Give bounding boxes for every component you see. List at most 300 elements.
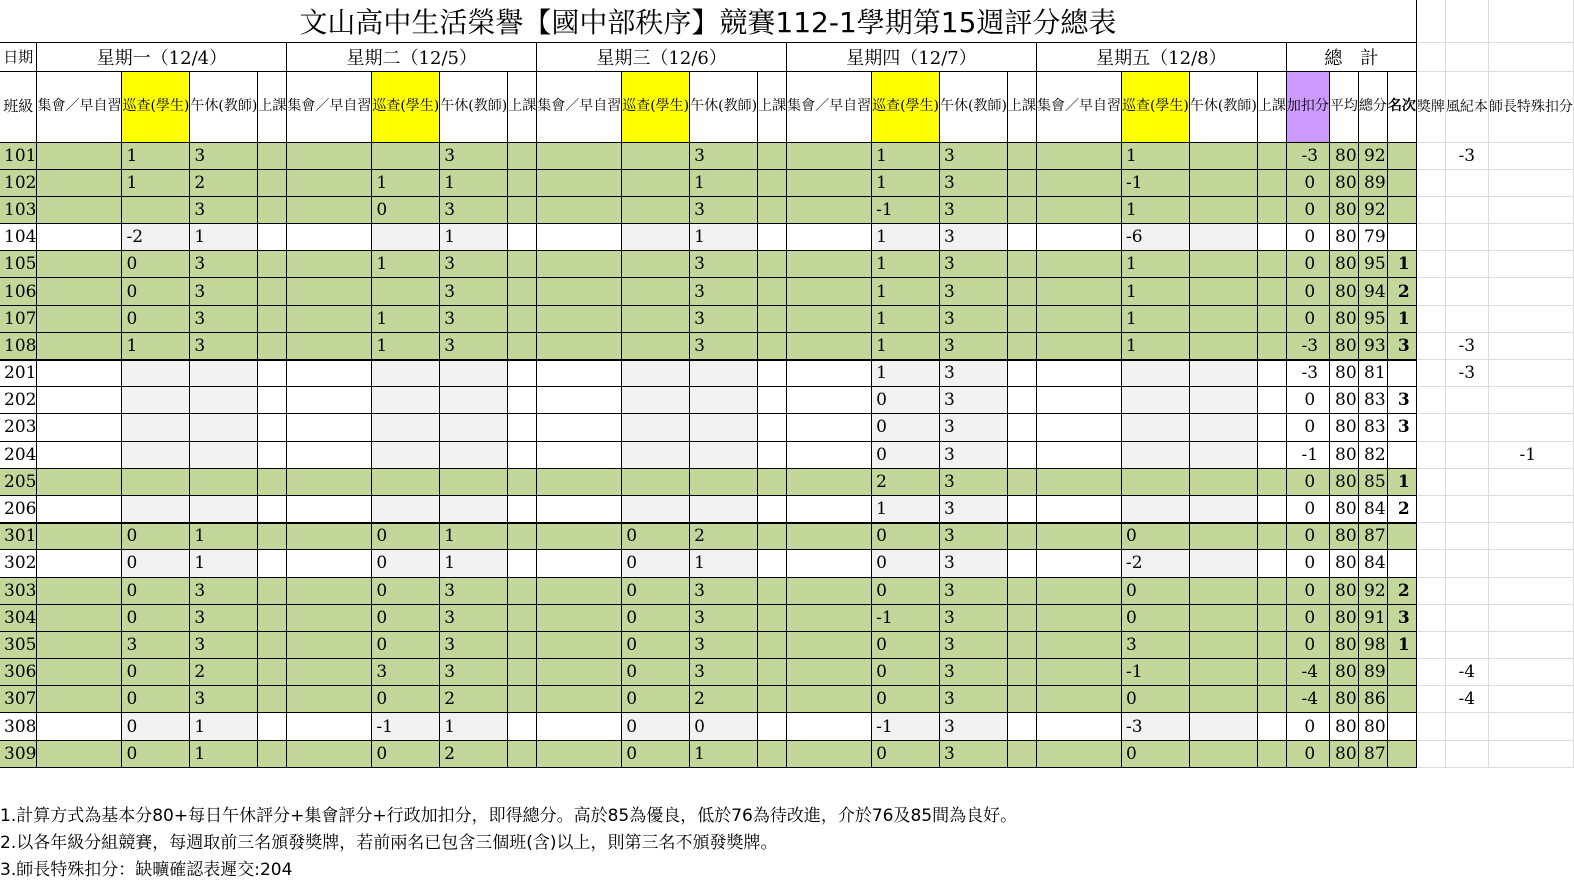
score-cell	[122, 387, 190, 414]
score-cell: 0	[1121, 604, 1189, 631]
score-cell	[508, 713, 537, 740]
score-cell	[258, 495, 287, 522]
score-cell	[758, 631, 787, 658]
score-cell: 1	[372, 305, 440, 332]
medal-cell	[1416, 360, 1445, 387]
score-cell	[508, 387, 537, 414]
day-header-fri: 星期五（12/8）	[1036, 42, 1286, 71]
score-cell: 1	[690, 224, 758, 251]
teacher-deduct-cell	[1488, 224, 1573, 251]
score-cell: 0	[622, 604, 690, 631]
score-cell	[1257, 468, 1286, 495]
score-cell: 0	[122, 305, 190, 332]
score-cell: 3	[190, 142, 258, 169]
discipline-cell	[1445, 441, 1488, 468]
score-cell	[1036, 740, 1121, 767]
date-row	[0, 42, 1573, 71]
score-cell	[1007, 414, 1036, 441]
score-cell: 0	[622, 523, 690, 550]
score-cell	[758, 142, 787, 169]
score-cell	[440, 468, 508, 495]
medal-cell	[1416, 740, 1445, 767]
total-cell: 83	[1358, 414, 1387, 441]
category-thu-4: 上課	[1007, 71, 1036, 142]
score-cell	[787, 278, 872, 305]
class-cell: 206	[0, 495, 37, 522]
score-cell: 3	[940, 631, 1008, 658]
class-label: 班級	[0, 71, 37, 142]
score-cell	[508, 251, 537, 278]
class-cell: 306	[0, 659, 37, 686]
table-row	[0, 387, 1573, 414]
score-cell	[1007, 631, 1036, 658]
score-cell: 3	[190, 305, 258, 332]
class-cell: 302	[0, 550, 37, 577]
adjust-cell: 0	[1286, 577, 1329, 604]
score-cell	[1121, 495, 1189, 522]
score-cell	[287, 387, 372, 414]
score-cell	[508, 196, 537, 223]
score-cell	[190, 414, 258, 441]
discipline-cell	[1445, 305, 1488, 332]
score-cell: 3	[940, 441, 1008, 468]
score-cell	[372, 224, 440, 251]
table-row	[0, 169, 1573, 196]
score-cell: 3	[440, 251, 508, 278]
adjust-cell: -4	[1286, 686, 1329, 713]
discipline-cell	[1445, 631, 1488, 658]
score-cell	[37, 740, 122, 767]
score-cell: 3	[190, 604, 258, 631]
score-cell: 1	[872, 305, 940, 332]
score-cell	[537, 360, 622, 387]
category-tue-4: 上課	[508, 71, 537, 142]
score-cell: 0	[372, 686, 440, 713]
score-cell	[622, 142, 690, 169]
score-cell: -1	[872, 713, 940, 740]
score-cell: 0	[1121, 686, 1189, 713]
score-cell	[37, 631, 122, 658]
score-cell: 0	[122, 686, 190, 713]
score-cell	[787, 332, 872, 359]
score-cell	[1036, 686, 1121, 713]
score-cell	[508, 278, 537, 305]
score-cell	[1257, 659, 1286, 686]
category-mon-3: 午休(教師)	[190, 71, 258, 142]
score-cell: 0	[122, 713, 190, 740]
score-cell: 0	[1121, 577, 1189, 604]
score-cell: 1	[440, 550, 508, 577]
score-cell	[372, 278, 440, 305]
score-cell	[1189, 332, 1257, 359]
score-cell: 1	[372, 169, 440, 196]
category-tue-1: 集會／早自習	[287, 71, 372, 142]
score-cell	[622, 169, 690, 196]
score-cell	[37, 360, 122, 387]
score-cell	[690, 387, 758, 414]
score-cell	[1257, 251, 1286, 278]
score-cell: 1	[190, 740, 258, 767]
teacher-deduct-cell	[1488, 387, 1573, 414]
average-cell: 80	[1329, 523, 1358, 550]
average-cell: 80	[1329, 686, 1358, 713]
score-cell	[1257, 631, 1286, 658]
score-cell	[537, 740, 622, 767]
teacher-deduct-cell	[1488, 169, 1573, 196]
score-cell: 0	[1121, 740, 1189, 767]
score-cell: 0	[372, 631, 440, 658]
score-cell	[1036, 224, 1121, 251]
score-cell	[1036, 659, 1121, 686]
score-cell: 3	[940, 414, 1008, 441]
average-cell: 80	[1329, 659, 1358, 686]
adjust-cell: 0	[1286, 495, 1329, 522]
discipline-cell	[1445, 740, 1488, 767]
discipline-cell: -3	[1445, 332, 1488, 359]
score-cell: 3	[940, 305, 1008, 332]
category-wed-3: 午休(教師)	[690, 71, 758, 142]
score-cell: 1	[872, 332, 940, 359]
score-cell	[287, 169, 372, 196]
teacher-deduct-cell	[1488, 577, 1573, 604]
score-cell	[1036, 604, 1121, 631]
score-cell: 3	[940, 495, 1008, 522]
table-row	[0, 278, 1573, 305]
score-cell	[1007, 604, 1036, 631]
rank-cell	[1387, 550, 1416, 577]
medal-cell	[1416, 332, 1445, 359]
score-cell	[622, 224, 690, 251]
discipline-cell	[1445, 251, 1488, 278]
score-cell	[787, 169, 872, 196]
category-mon-4: 上課	[258, 71, 287, 142]
adjust-cell: -3	[1286, 360, 1329, 387]
score-cell	[1189, 360, 1257, 387]
score-cell: 0	[122, 251, 190, 278]
medal-cell	[1416, 577, 1445, 604]
score-cell	[1036, 305, 1121, 332]
score-cell: 1	[122, 169, 190, 196]
score-cell: 3	[940, 196, 1008, 223]
score-cell: 1	[372, 251, 440, 278]
medal-cell	[1416, 441, 1445, 468]
discipline-cell	[1445, 387, 1488, 414]
average-cell: 80	[1329, 360, 1358, 387]
score-cell	[787, 414, 872, 441]
score-cell	[622, 495, 690, 522]
score-cell	[372, 414, 440, 441]
score-cell: 3	[372, 659, 440, 686]
average-cell: 80	[1329, 387, 1358, 414]
score-cell	[1257, 523, 1286, 550]
total-cell: 84	[1358, 495, 1387, 522]
score-cell: 1	[1121, 142, 1189, 169]
medal-cell	[1416, 414, 1445, 441]
score-cell	[37, 577, 122, 604]
rank-cell: 3	[1387, 414, 1416, 441]
medal-cell	[1416, 604, 1445, 631]
score-cell	[372, 441, 440, 468]
score-cell: 0	[372, 604, 440, 631]
score-cell: 3	[190, 278, 258, 305]
score-cell: 2	[440, 686, 508, 713]
score-cell: 3	[690, 577, 758, 604]
score-cell	[1007, 659, 1036, 686]
average-cell: 80	[1329, 550, 1358, 577]
score-cell	[537, 387, 622, 414]
score-cell: 3	[190, 577, 258, 604]
score-cell	[1007, 495, 1036, 522]
class-cell: 304	[0, 604, 37, 631]
note-3: 3.師長特殊扣分：缺曠確認表遲交:204	[0, 860, 293, 880]
score-cell	[440, 495, 508, 522]
day-header-wed: 星期三（12/6）	[537, 42, 787, 71]
score-cell	[37, 414, 122, 441]
score-cell	[258, 713, 287, 740]
summary-header-1: 加扣分	[1286, 71, 1329, 142]
score-cell: 3	[940, 224, 1008, 251]
total-cell: 95	[1358, 305, 1387, 332]
table-row	[0, 631, 1573, 658]
adjust-cell: 0	[1286, 604, 1329, 631]
score-cell: 0	[872, 414, 940, 441]
score-cell: 0	[622, 740, 690, 767]
teacher-deduct-cell	[1488, 251, 1573, 278]
score-cell	[787, 495, 872, 522]
category-wed-2: 巡查(學生)	[622, 71, 690, 142]
score-cell	[372, 360, 440, 387]
medal-cell	[1416, 659, 1445, 686]
score-cell	[537, 468, 622, 495]
score-cell: 1	[372, 332, 440, 359]
score-cell	[258, 577, 287, 604]
score-cell	[508, 631, 537, 658]
score-cell: 1	[690, 740, 758, 767]
score-cell	[1189, 224, 1257, 251]
score-cell	[258, 278, 287, 305]
teacher-deduct-cell	[1488, 278, 1573, 305]
score-cell	[1007, 441, 1036, 468]
teacher-deduct-cell	[1488, 196, 1573, 223]
score-cell	[787, 224, 872, 251]
score-cell	[1007, 713, 1036, 740]
score-cell	[537, 550, 622, 577]
rank-cell: 3	[1387, 387, 1416, 414]
day-header-thu: 星期四（12/7）	[787, 42, 1037, 71]
score-cell	[1257, 441, 1286, 468]
score-cell	[758, 360, 787, 387]
score-cell	[690, 468, 758, 495]
score-cell: 0	[872, 550, 940, 577]
average-cell: 80	[1329, 251, 1358, 278]
score-cell	[37, 604, 122, 631]
category-fri-4: 上課	[1257, 71, 1286, 142]
score-cell	[1189, 659, 1257, 686]
rank-cell	[1387, 713, 1416, 740]
score-cell	[258, 387, 287, 414]
score-cell	[287, 550, 372, 577]
adjust-cell: 0	[1286, 196, 1329, 223]
score-cell	[537, 713, 622, 740]
score-cell	[758, 659, 787, 686]
score-cell	[287, 224, 372, 251]
score-cell: 3	[122, 631, 190, 658]
score-cell	[258, 224, 287, 251]
table-row	[0, 251, 1573, 278]
score-cell: 3	[440, 631, 508, 658]
score-cell	[758, 196, 787, 223]
table-row	[0, 523, 1573, 550]
score-cell	[622, 360, 690, 387]
medal-cell	[1416, 224, 1445, 251]
score-cell: 1	[1121, 196, 1189, 223]
score-cell	[1007, 577, 1036, 604]
discipline-cell	[1445, 468, 1488, 495]
score-cell: 3	[690, 305, 758, 332]
score-cell	[787, 468, 872, 495]
score-cell	[508, 441, 537, 468]
class-cell: 205	[0, 468, 37, 495]
score-cell	[537, 278, 622, 305]
score-cell	[1257, 387, 1286, 414]
adjust-cell: 0	[1286, 550, 1329, 577]
score-cell	[508, 360, 537, 387]
score-cell	[287, 196, 372, 223]
teacher-deduct-cell	[1488, 305, 1573, 332]
score-cell: 3	[440, 142, 508, 169]
rank-cell	[1387, 224, 1416, 251]
score-cell	[287, 495, 372, 522]
score-cell: 2	[190, 169, 258, 196]
score-cell	[537, 523, 622, 550]
score-cell: 3	[440, 196, 508, 223]
score-cell	[440, 360, 508, 387]
score-cell	[287, 360, 372, 387]
score-cell: 2	[690, 523, 758, 550]
class-cell: 305	[0, 631, 37, 658]
score-cell: 3	[940, 332, 1008, 359]
average-cell: 80	[1329, 278, 1358, 305]
medal-cell	[1416, 196, 1445, 223]
score-cell	[287, 577, 372, 604]
average-cell: 80	[1329, 305, 1358, 332]
score-cell	[1257, 495, 1286, 522]
score-cell	[37, 468, 122, 495]
score-cell	[508, 332, 537, 359]
class-cell: 104	[0, 224, 37, 251]
score-cell	[622, 251, 690, 278]
score-cell	[258, 360, 287, 387]
score-cell	[758, 577, 787, 604]
score-cell	[190, 441, 258, 468]
score-cell	[1036, 251, 1121, 278]
score-cell	[758, 550, 787, 577]
rank-cell	[1387, 196, 1416, 223]
score-cell	[1007, 523, 1036, 550]
score-cell	[1007, 360, 1036, 387]
table-row	[0, 305, 1573, 332]
medal-cell	[1416, 468, 1445, 495]
score-cell	[508, 224, 537, 251]
score-cell: 0	[372, 740, 440, 767]
score-cell	[787, 387, 872, 414]
score-cell	[758, 251, 787, 278]
score-cell: 3	[940, 251, 1008, 278]
adjust-cell: 0	[1286, 278, 1329, 305]
score-cell: 2	[440, 740, 508, 767]
table-row	[0, 740, 1573, 767]
score-cell: 0	[872, 387, 940, 414]
score-cell	[287, 278, 372, 305]
discipline-cell: -3	[1445, 360, 1488, 387]
discipline-cell	[1445, 224, 1488, 251]
score-cell	[122, 441, 190, 468]
score-cell	[537, 332, 622, 359]
table-row	[0, 224, 1573, 251]
day-header-mon: 星期一（12/4）	[37, 42, 287, 71]
adjust-cell: -3	[1286, 332, 1329, 359]
adjust-cell: 0	[1286, 740, 1329, 767]
score-cell	[1036, 169, 1121, 196]
score-cell	[122, 196, 190, 223]
summary-header-2: 平均	[1329, 71, 1358, 142]
score-cell	[1189, 577, 1257, 604]
score-cell: 0	[872, 523, 940, 550]
discipline-cell	[1445, 169, 1488, 196]
score-cell: 3	[940, 360, 1008, 387]
teacher-deduct-cell: -1	[1488, 441, 1573, 468]
score-cell	[37, 495, 122, 522]
score-cell: 3	[940, 169, 1008, 196]
extra-header-1: 獎牌	[1416, 71, 1445, 142]
score-cell: 3	[190, 332, 258, 359]
score-cell	[372, 142, 440, 169]
total-cell: 80	[1358, 713, 1387, 740]
total-cell: 95	[1358, 251, 1387, 278]
average-cell: 80	[1329, 169, 1358, 196]
score-cell	[1007, 305, 1036, 332]
score-cell	[1257, 169, 1286, 196]
score-cell: 3	[940, 604, 1008, 631]
average-cell: 80	[1329, 468, 1358, 495]
adjust-cell: 0	[1286, 468, 1329, 495]
score-cell: 3	[440, 604, 508, 631]
score-cell	[758, 278, 787, 305]
score-cell	[287, 332, 372, 359]
score-cell	[440, 414, 508, 441]
category-fri-3: 午休(教師)	[1189, 71, 1257, 142]
score-cell	[787, 142, 872, 169]
score-cell: 0	[622, 713, 690, 740]
score-cell	[1189, 251, 1257, 278]
discipline-cell	[1445, 604, 1488, 631]
score-cell: 1	[872, 251, 940, 278]
score-cell: 3	[940, 550, 1008, 577]
score-cell	[1257, 713, 1286, 740]
score-cell	[258, 550, 287, 577]
table-row	[0, 468, 1573, 495]
score-cell	[787, 550, 872, 577]
score-cell	[787, 713, 872, 740]
medal-cell	[1416, 169, 1445, 196]
score-cell: 1	[440, 523, 508, 550]
score-cell: 3	[440, 332, 508, 359]
score-cell: 0	[372, 550, 440, 577]
score-cell: 1	[872, 142, 940, 169]
score-cell	[690, 414, 758, 441]
score-cell: 2	[872, 468, 940, 495]
score-cell	[1036, 523, 1121, 550]
